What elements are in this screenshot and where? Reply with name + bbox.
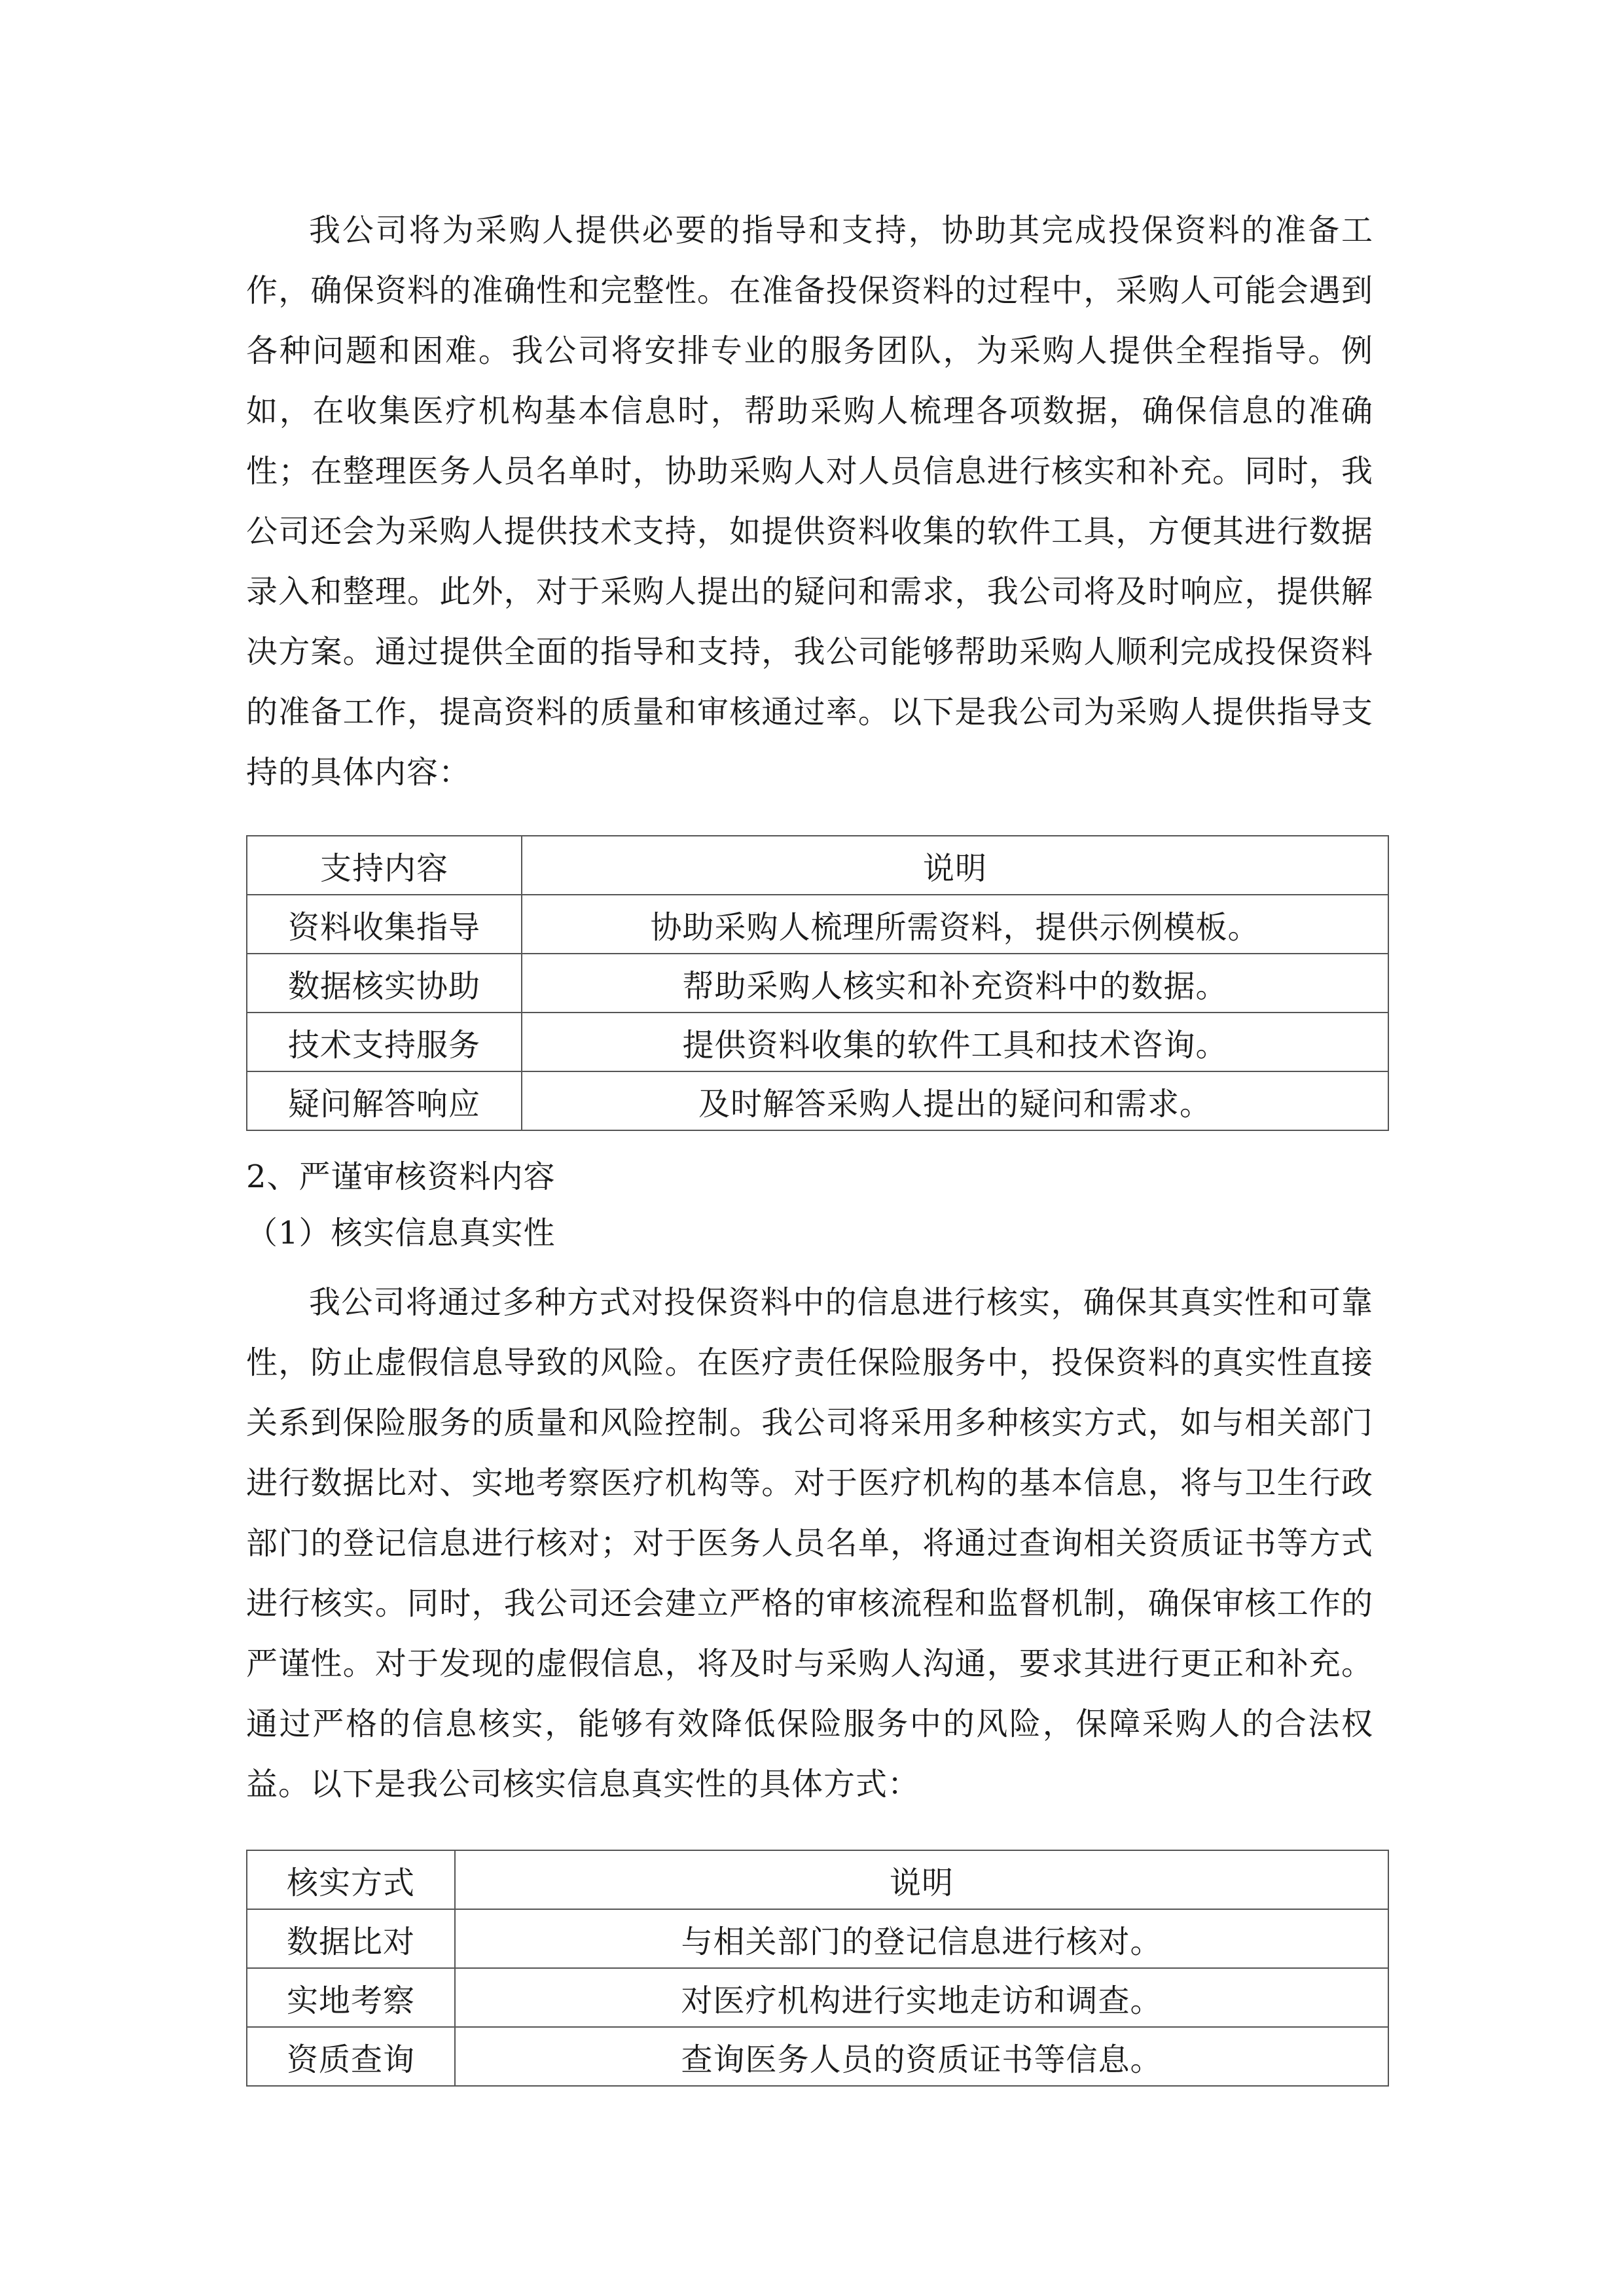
- verification-paragraph: 我公司将通过多种方式对投保资料中的信息进行核实，确保其真实性和可靠性，防止虚假信息导致的风险。在医疗责任保险服务中，投保资料的真实性直接关系到保险服务的质量和风险控制。我公司将采用多种核实方式，如与相关部门进行数据比对、实地考察医疗机构等。对于医疗机构的基本信息，将与卫生行政部门的登记信息进行核对；对于医务人员名单，将通过查询相关资质证书等方式进行核实。同时，我公司还会建立严格的审核流程和监督机制，确保审核工作的严谨性。对于发现的虚假信息，将及时与采购人沟通，要求其进行更正和补充。通过严格的信息核实，能够有效降低保险服务中的风险，保障采购人的合法权益。以下是我公司核实信息真实性的具体方式：: [246, 1284, 1373, 1803]
- table-cell: 技术支持服务: [247, 1013, 522, 1071]
- table-cell: 对医疗机构进行实地走访和调查。: [455, 1968, 1388, 2027]
- table-cell: 实地考察: [247, 1968, 455, 2027]
- table-row: [247, 895, 1388, 954]
- column-header: 说明: [455, 1850, 1388, 1909]
- table-row: [247, 2027, 1388, 2086]
- table-row: [247, 954, 1388, 1013]
- table-cell: 提供资料收集的软件工具和技术咨询。: [522, 1013, 1388, 1071]
- table-header-row: [247, 836, 1388, 895]
- column-header: 核实方式: [247, 1850, 455, 1909]
- table-cell: 数据核实协助: [247, 954, 522, 1013]
- table-cell: 查询医务人员的资质证书等信息。: [455, 2027, 1388, 2086]
- table-row: [247, 1968, 1388, 2027]
- support-content-table: [246, 835, 1389, 1131]
- table-cell: 数据比对: [247, 1909, 455, 1968]
- verification-method-table: [246, 1850, 1389, 2087]
- table-cell: 资料收集指导: [247, 895, 522, 954]
- subsection-heading: （1）核实信息真实性: [246, 1215, 556, 1251]
- table-cell: 疑问解答响应: [247, 1071, 522, 1130]
- column-header: 说明: [522, 836, 1388, 895]
- table-row: [247, 1909, 1388, 1968]
- table-header-row: [247, 1850, 1388, 1909]
- table-cell: 协助采购人梳理所需资料，提供示例模板。: [522, 895, 1388, 954]
- intro-paragraph: 我公司将为采购人提供必要的指导和支持，协助其完成投保资料的准备工作，确保资料的准确性和完整性。在准备投保资料的过程中，采购人可能会遇到各种问题和困难。我公司将安排专业的服务团队，为采购人提供全程指导。例如，在收集医疗机构基本信息时，帮助采购人梳理各项数据，确保信息的准确性；在整理医务人员名单时，协助采购人对人员信息进行核实和补充。同时，我公司还会为采购人提供技术支持，如提供资料收集的软件工具，方便其进行数据录入和整理。此外，对于采购人提出的疑问和需求，我公司将及时响应，提供解决方案。通过提供全面的指导和支持，我公司能够帮助采购人顺利完成投保资料的准备工作，提高资料的质量和审核通过率。以下是我公司为采购人提供指导支持的具体内容：: [246, 212, 1373, 791]
- table-cell: 帮助采购人核实和补充资料中的数据。: [522, 954, 1388, 1013]
- table-row: [247, 1071, 1388, 1130]
- table-row: [247, 1013, 1388, 1071]
- column-header: 支持内容: [247, 836, 522, 895]
- table-cell: 资质查询: [247, 2027, 455, 2086]
- section-heading: 2、严谨审核资料内容: [246, 1158, 556, 1195]
- table-cell: 及时解答采购人提出的疑问和需求。: [522, 1071, 1388, 1130]
- table-cell: 与相关部门的登记信息进行核对。: [455, 1909, 1388, 1968]
